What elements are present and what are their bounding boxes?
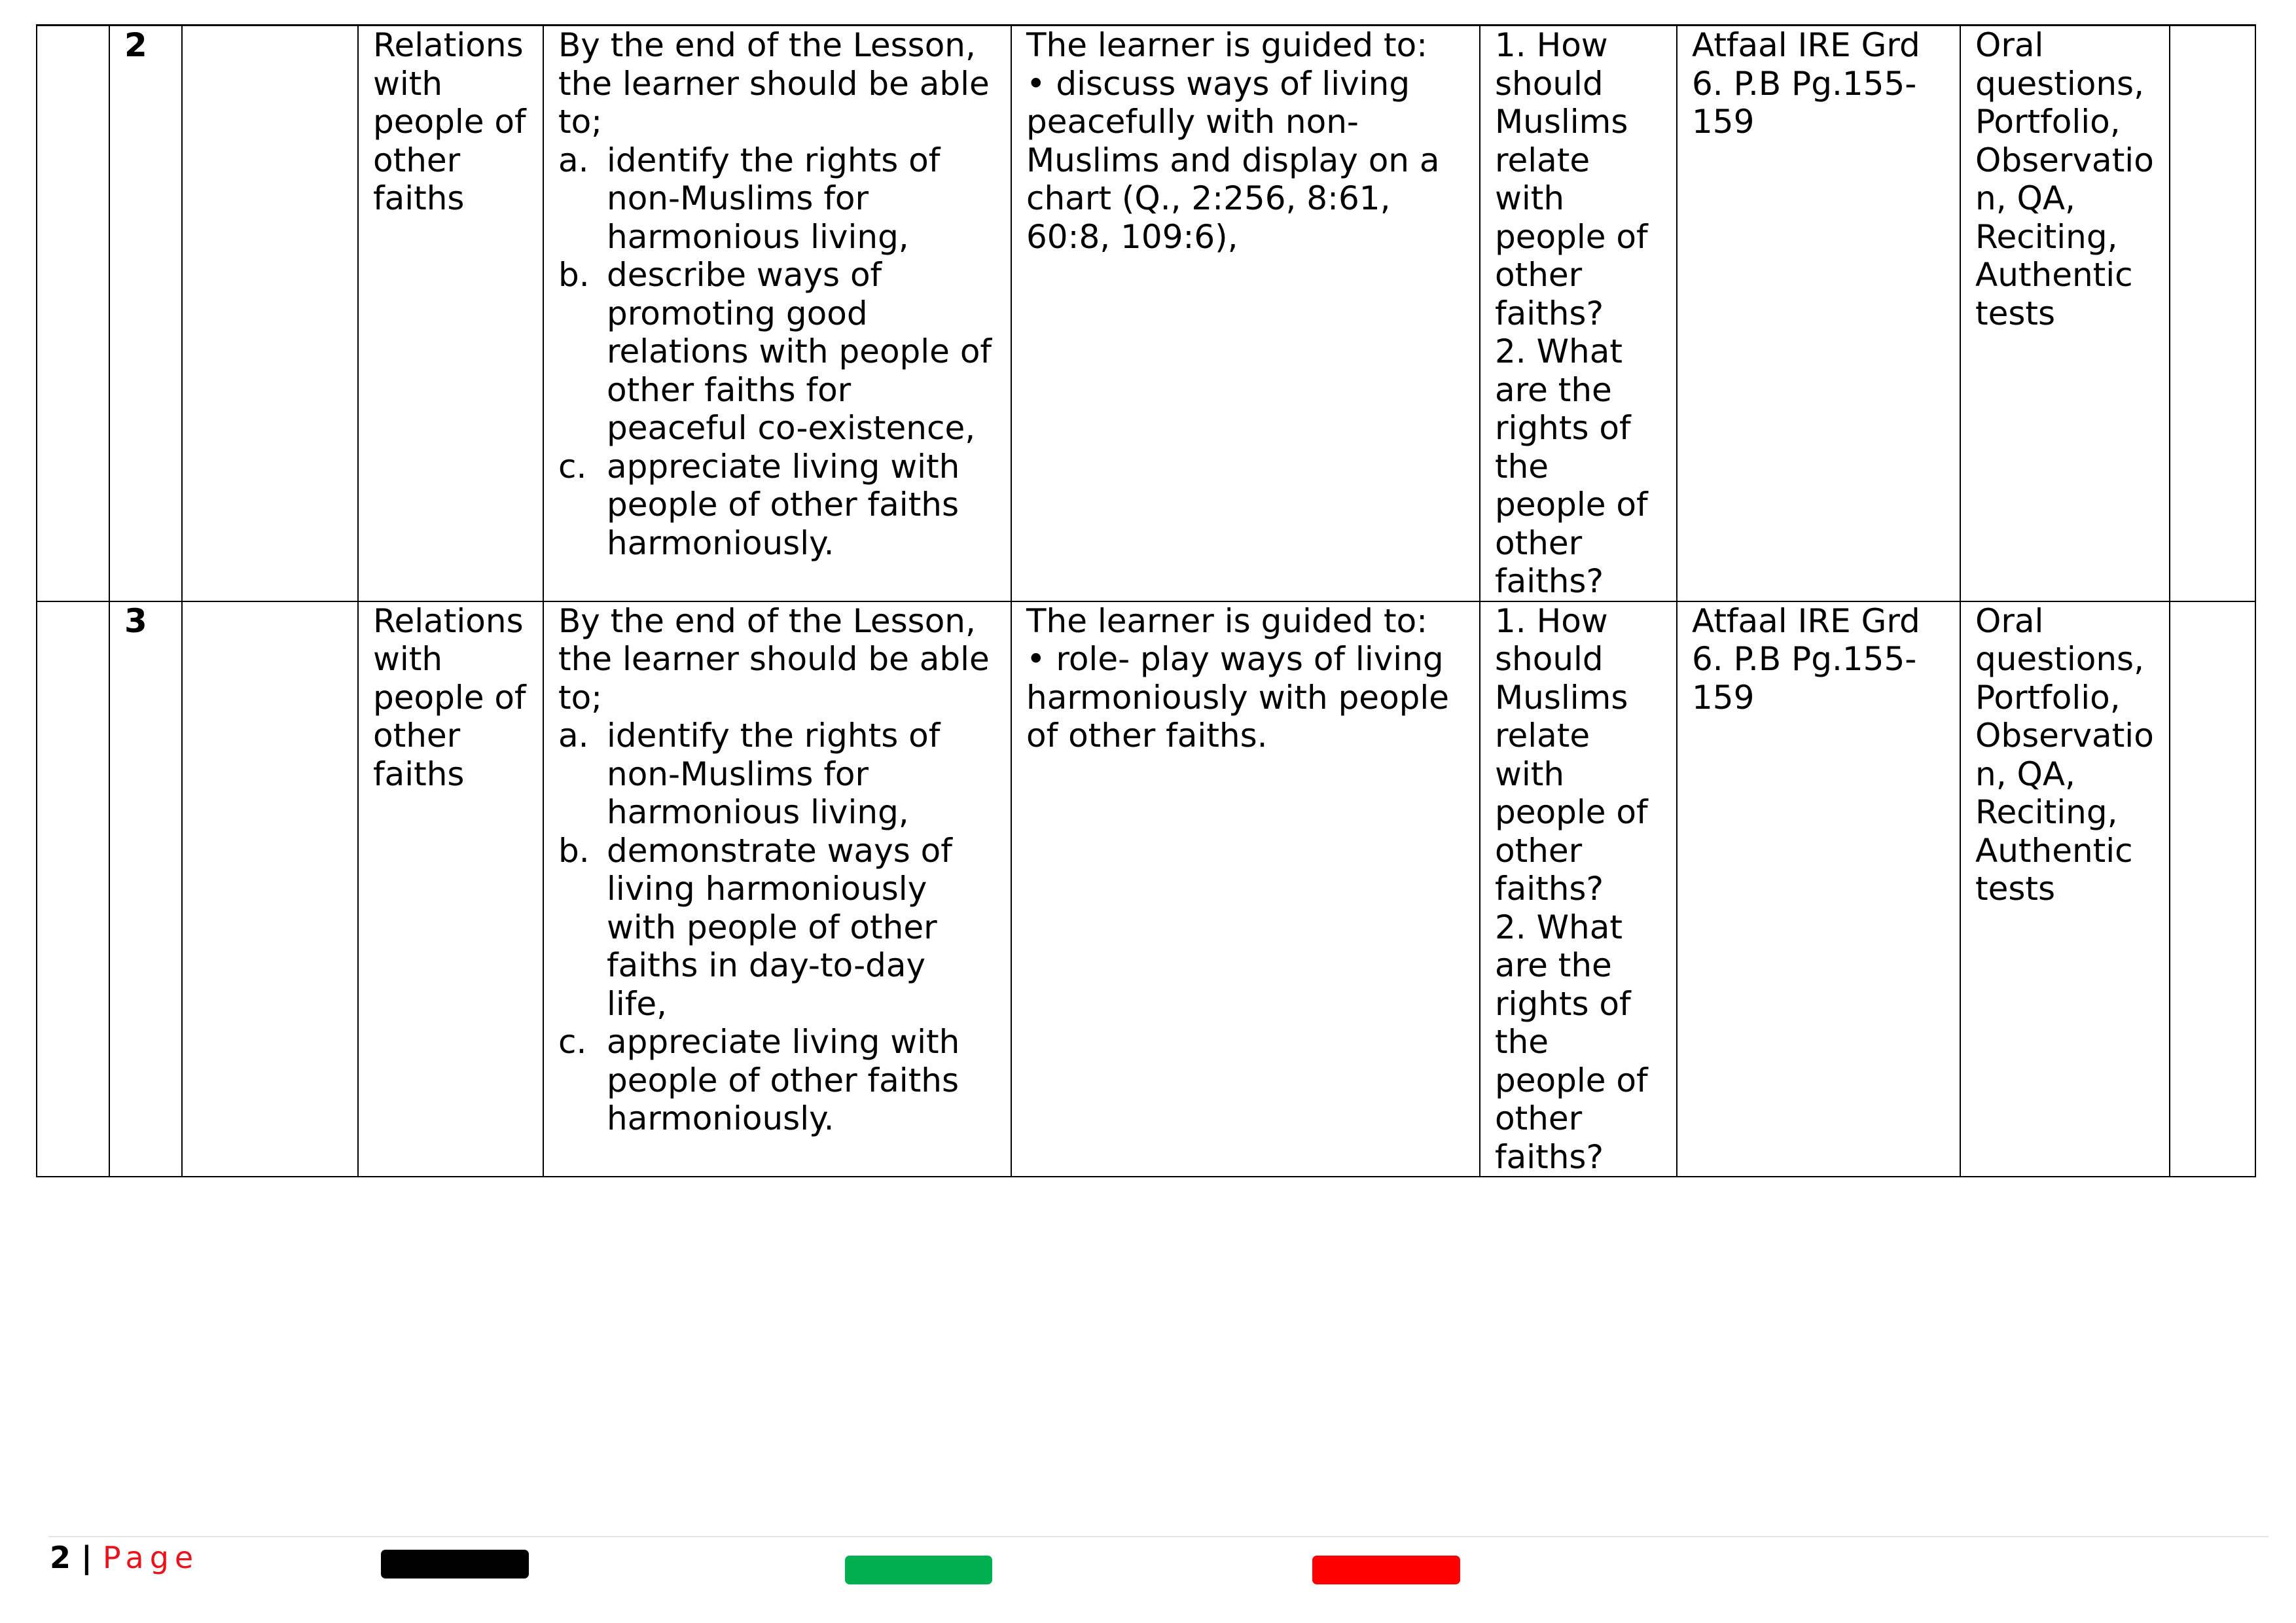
week-cell [37, 26, 109, 601]
list-marker: b. [558, 831, 590, 870]
inquiry-question: 2. What are the rights of the people of other faiths? [1495, 332, 1648, 600]
scheme-of-work-table [36, 24, 2256, 1177]
experiences-text: • role- play ways of living harmoniously with people of other faiths. [1026, 640, 1450, 755]
inquiry-question: 1. How should Muslims relate with people of other faiths? [1495, 601, 1648, 908]
list-item-text: appreciate living with people of other faiths harmoniously. [607, 447, 960, 562]
assessment-cell: Oral questions, Portfolio, Observatio n, QA, Reciting, Authentic tests [1960, 601, 2170, 1177]
inquiry-questions-cell [1480, 601, 1677, 1177]
page-separator: | [71, 1540, 103, 1575]
list-item [558, 256, 996, 448]
list-item-text: identify the rights of non-Muslims for harmonious living, [607, 141, 941, 256]
list-item-text: appreciate living with people of other faiths harmoniously. [607, 1023, 960, 1137]
lesson-number-cell: 3 [109, 601, 182, 1177]
list-marker: a. [558, 141, 589, 179]
list-item [558, 717, 996, 832]
list-item [558, 141, 996, 257]
learning-experiences-cell [1011, 26, 1480, 601]
outcomes-intro: By the end of the Lesson, the learner should be able to; [558, 601, 990, 717]
green-color-bar [845, 1556, 992, 1584]
table-row [37, 601, 2255, 1177]
strand-cell [182, 26, 358, 601]
list-marker: b. [558, 256, 590, 294]
list-item [558, 832, 996, 1024]
outcomes-list [558, 141, 996, 563]
experiences-intro: The learner is guided to: [1026, 26, 1428, 64]
list-item-text: identify the rights of non-Muslims for harmonious living, [607, 717, 941, 831]
outcomes-list [558, 717, 996, 1138]
learning-outcomes-cell [543, 601, 1011, 1177]
week-cell [37, 601, 109, 1177]
remarks-cell [2170, 26, 2255, 601]
page-number-value: 2 [50, 1540, 71, 1575]
list-item-text: demonstrate ways of living harmoniously with people of other faiths in day-to-day life, [607, 831, 952, 1023]
sub-strand-cell: Relations with people of other faiths [358, 26, 543, 601]
experiences-text: • discuss ways of living peacefully with non-Muslims and display on a chart (Q., 2:256, 8:61, 60:8, 109:6), [1026, 64, 1440, 256]
footer-divider [48, 1536, 2269, 1537]
assessment-cell: Oral questions, Portfolio, Observatio n, QA, Reciting, Authentic tests [1960, 26, 2170, 601]
table-row [37, 26, 2255, 601]
inquiry-questions-cell [1480, 26, 1677, 601]
list-item-text: describe ways of promoting good relations with people of other faiths for peaceful co-existence, [607, 256, 992, 447]
learning-experiences-cell [1011, 601, 1480, 1177]
list-item [558, 1023, 996, 1138]
lesson-number-cell: 2 [109, 26, 182, 601]
sub-strand-cell: Relations with people of other faiths [358, 601, 543, 1177]
inquiry-question: 1. How should Muslims relate with people of other faiths? [1495, 26, 1648, 332]
learning-outcomes-cell [543, 26, 1011, 601]
black-color-bar [381, 1550, 529, 1578]
list-marker: a. [558, 717, 589, 755]
page-label: Page [102, 1540, 200, 1575]
red-color-bar [1312, 1556, 1460, 1584]
resources-cell: Atfaal IRE Grd 6. P.B Pg.155-159 [1677, 601, 1960, 1177]
remarks-cell [2170, 601, 2255, 1177]
strand-cell [182, 601, 358, 1177]
list-marker: c. [558, 447, 587, 486]
page-number [50, 1539, 199, 1576]
experiences-intro: The learner is guided to: [1026, 601, 1428, 640]
list-item [558, 448, 996, 563]
inquiry-question: 2. What are the rights of the people of other faiths? [1495, 908, 1648, 1176]
list-marker: c. [558, 1023, 587, 1061]
outcomes-intro: By the end of the Lesson, the learner should be able to; [558, 26, 990, 141]
resources-cell: Atfaal IRE Grd 6. P.B Pg.155-159 [1677, 26, 1960, 601]
